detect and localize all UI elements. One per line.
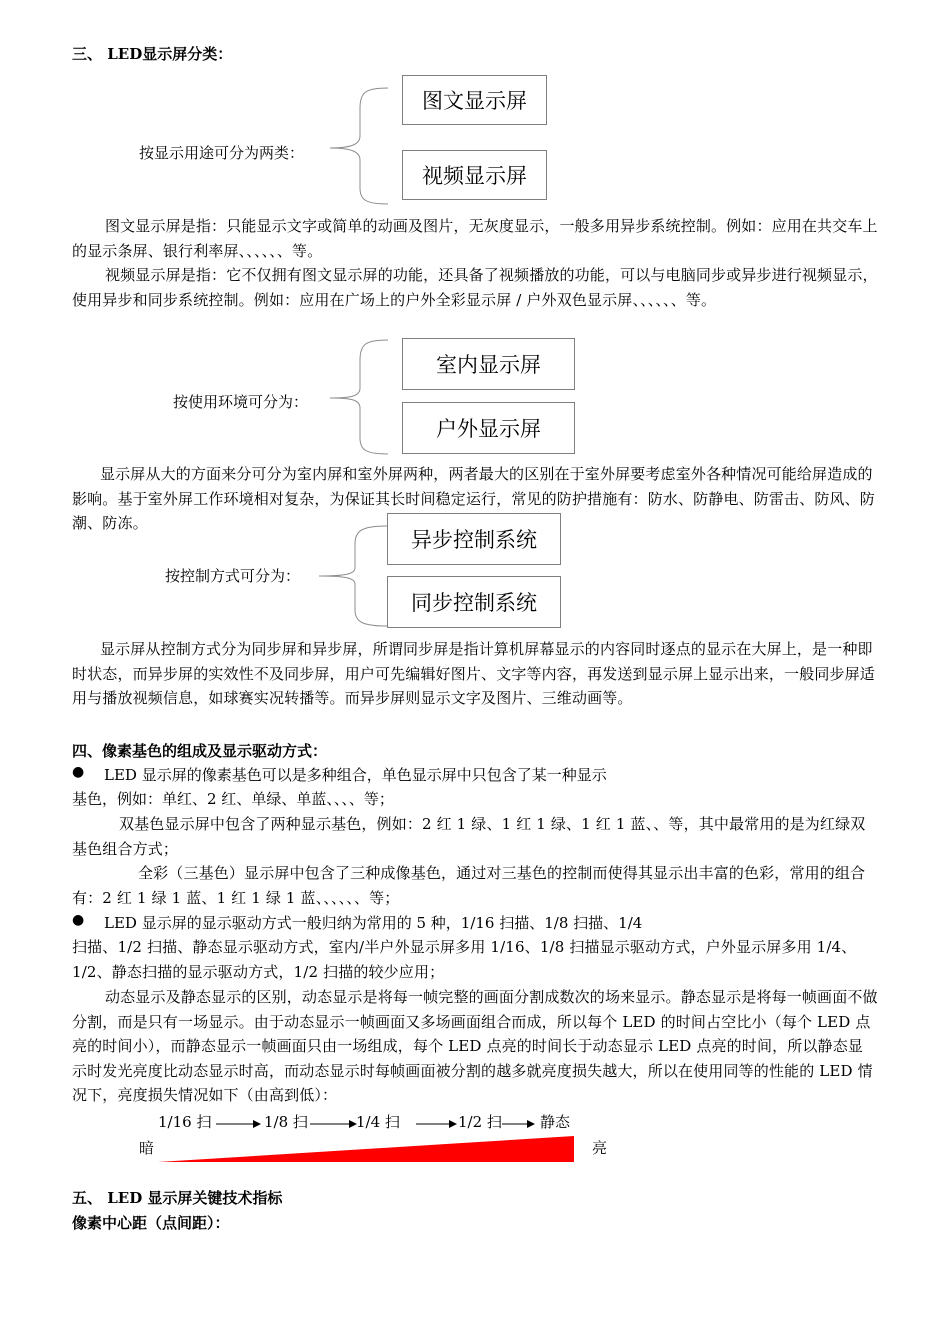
group1-brace bbox=[326, 86, 390, 206]
paragraph-graphic-display: 图文显示屏是指：只能显示文字或简单的动画及图片，无灰度显示，一般多用异步系统控制。例如：应用在共交车上的显示条屏、银行利率屏、、、、、、等。 bbox=[72, 217, 878, 260]
section-4-title: 四、像素基色的组成及显示驱动方式： bbox=[72, 742, 328, 760]
bright-label: 亮 bbox=[592, 1139, 608, 1157]
box-graphic-text-display: 图文显示屏 bbox=[402, 75, 547, 125]
box-sync-control: 同步控制系统 bbox=[387, 576, 561, 628]
section-5-title: 五、 LED 显示屏关键技术指标 bbox=[72, 1189, 283, 1207]
section-3-title: 三、 LED显示屏分类： bbox=[72, 45, 233, 63]
paragraph-dynamic-static: 动态显示及静态显示的区别，动态显示是将每一帧完整的画面分割成数次的场来显示。静态显示是将每一帧画面不做分割，而是只有一场显示。由于动态显示一帧画面又多场画面组合而成，所以每个 LED 的时间占空比小（每个 LED 点亮的时间小），而静态显示一帧画面只由一场组成，每个 LED 点亮的时间长于动态显示 LED 点亮的时间，所以静态显示时发光亮度比动态显示时高，而动态显示时每帧画面被分割的越多就亮度损失越大，所以在使用同等的性能的 LED 情况下，亮度损失情况如下（由高到低）： bbox=[72, 988, 878, 1104]
dark-label: 暗 bbox=[139, 1139, 155, 1157]
brightness-wedge bbox=[158, 1136, 576, 1164]
paragraph-sync-async: 显示屏从控制方式分为同步屏和异步屏，所谓同步屏是指计算机屏幕显示的内容同时逐点的显示在大屏上，是一种即时状态，而异步屏的实效性不及同步屏，用户可先编辑好图片、文字等内容，再发送到显示屏上显示出来，一般同步屏适用与播放视频信息，如球赛实况转播等。而异步屏则显示文字及图片、三维动画等。 bbox=[72, 640, 875, 707]
bullet-2-rest: 扫描、1/2 扫描、静态显示驱动方式，室内/半户外显示屏多用 1/16、1/8 扫描显示驱动方式，户外显示屏多用 1/4、1/2、静态扫描的显示驱动方式，1/2 扫描的较少应用； bbox=[72, 938, 857, 981]
scan-1-8: 1/8 扫 bbox=[264, 1113, 308, 1131]
paragraph-dual-color: 双基色显示屏中包含了两种显示基色，例如：2 红 1 绿、1 红 1 绿、1 红 1 蓝、、等，其中最常用的是为红绿双基色组合方式； bbox=[72, 815, 866, 858]
paragraph-video-display: 视频显示屏是指：它不仅拥有图文显示屏的功能，还具备了视频播放的功能，可以与电脑同步或异步进行视频显示，使用异步和同步系统控制。例如：应用在广场上的户外全彩显示屏 / 户外双色显示屏、、、、、、等。 bbox=[72, 266, 878, 309]
bullet-1-line-2: 基色，例如：单红、2 红、单绿、单蓝、、、、等； bbox=[72, 790, 394, 808]
bullet-1-line-1: LED 显示屏的像素基色可以是多种组合，单色显示屏中只包含了某一种显示 bbox=[104, 766, 607, 784]
group3-brace bbox=[315, 524, 391, 628]
scan-1-2: 1/2 扫 bbox=[458, 1113, 502, 1131]
box-outdoor-display: 户外显示屏 bbox=[402, 402, 575, 454]
bullet-2: ● bbox=[72, 912, 85, 928]
box-video-display: 视频显示屏 bbox=[402, 150, 547, 200]
section-5-subtitle: 像素中心距（点间距）： bbox=[72, 1214, 230, 1232]
paragraph-indoor-outdoor: 显示屏从大的方面来分可分为室内屏和室外屏两种，两者最大的区别在于室外屏要考虑室外各种情况可能给屏造成的影响。基于室外屏工作环境相对复杂，为保证其长时间稳定运行，常见的防护措施有：防水、防静电、防雷击、防风、防潮、防冻。 bbox=[72, 465, 875, 532]
paragraph-full-color: 全彩（三基色）显示屏中包含了三种成像基色，通过对三基色的控制而使得其显示出丰富的色彩，常用的组合有：2 红 1 绿 1 蓝、1 红 1 绿 1 蓝、、、、、、等； bbox=[72, 864, 866, 907]
scan-1-16: 1/16 扫 bbox=[158, 1113, 212, 1131]
box-indoor-display: 室内显示屏 bbox=[402, 338, 575, 390]
group2-brace bbox=[326, 338, 390, 456]
box-async-control: 异步控制系统 bbox=[387, 513, 561, 565]
group2-label: 按使用环境可分为： bbox=[173, 393, 309, 411]
scan-static: 静态 bbox=[540, 1113, 571, 1131]
bullet-1: ● bbox=[72, 764, 85, 780]
group3-label: 按控制方式可分为： bbox=[165, 567, 301, 585]
scan-arrows bbox=[210, 1112, 550, 1134]
group1-label: 按显示用途可分为两类： bbox=[139, 144, 305, 162]
scan-1-4: 1/4 扫 bbox=[356, 1113, 400, 1131]
bullet-2-line-1: LED 显示屏的显示驱动方式一般归纳为常用的 5 种，1/16 扫描、1/8 扫描、1/4 bbox=[104, 914, 643, 932]
